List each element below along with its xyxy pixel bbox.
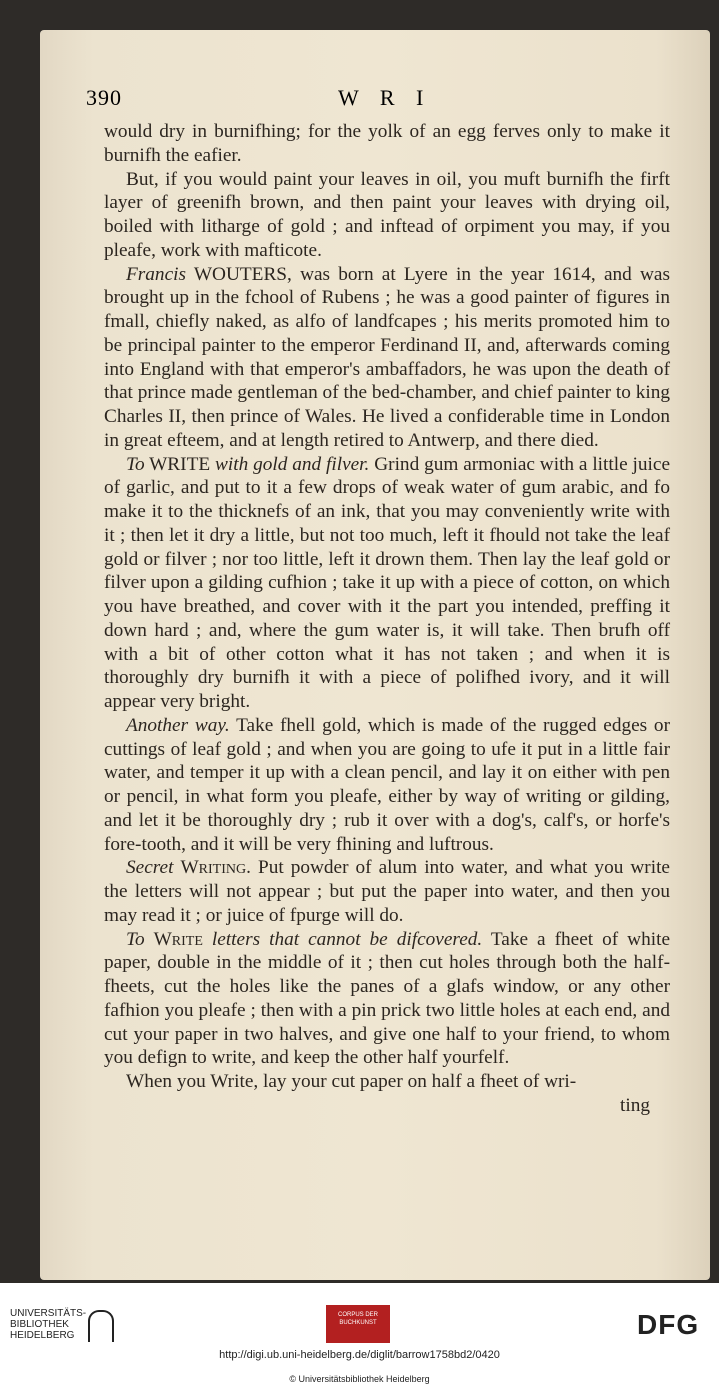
page-number: 390 — [86, 85, 122, 110]
source-url[interactable]: http://digi.ub.uni-heidelberg.de/diglit/barrow1758bd2/0420 — [219, 1349, 500, 1361]
copyright-notice: © Universitätsbibliothek Heidelberg — [289, 1374, 430, 1384]
paragraph: To WRITE with gold and filver. Grind gum armoniac with a little juice of garlic, and put to it a few drops of weak water of gum arabic, and fo make it to the thicknefs of an ink, that you may conveniently write with it ; then let it dry a little, but not too much, left it fhould not take the leaf gold or filver ; nor too little, left it drown them. Then lay the leaf gold or filver upon a gilding cufhion ; take it up with a piece of cotton, on which you have breathed, and cover with it the part you intended, preffing it down hard ; and, where the gum water is, it will take. Then brufh off with a bit of other cotton what it has not taken ; and when it is thoroughly dry burnifh it with a piece of polifhed ivory, and it will appear very bright. — [104, 453, 670, 712]
paragraph: When you Write, lay your cut paper on half a fheet of wri- — [126, 1071, 577, 1092]
paragraph: To Write letters that cannot be difcovered. Take a fheet of white paper, double in the middle of it ; then cut holes through both the half-fheets, cut the holes like the panes of a glafs window, or any other fafhion you pleafe ; then with a pin prick two little holes at each end, and cut your paper in two halves, and give one half to your friend, to whom you defign to write, and keep the other half yourfelf. — [104, 928, 671, 1069]
dfg-logo: DFG — [637, 1309, 700, 1340]
paragraph: Secret Writing. Put powder of alum into water, and what you write the letters will not appear ; but put the paper into water, and then you may read it ; or juice of fpurge will do. — [104, 857, 670, 926]
corpus-badge: CORPUS DER BUCHKUNST — [326, 1305, 390, 1343]
running-head: W R I — [338, 85, 432, 110]
page-header — [86, 85, 686, 115]
catchword: ting — [620, 1094, 650, 1116]
page-body — [104, 120, 670, 1118]
paragraph: Francis WOUTERS, was born at Lyere in the year 1614, and was brought up in the fchool of Rubens ; he was a good painter of figures in fmall, chiefly naked, as alfo of landfcapes ; his merits promoted him to be principal painter to the emperor Ferdinand II, and, afterwards coming into England with that emperor's ambaffadors, he was upon the death of that prince made gentleman of the bed-chamber, and chief painter to king Charles II, then prince of Wales. He lived a confiderable time in London in great efteem, and at length retired to Antwerp, and there died. — [104, 263, 670, 451]
paragraph: Another way. Take fhell gold, which is made of the rugged edges or cuttings of leaf gold ; and when you are going to ufe it put in a little fair water, and temper it up with a clean pencil, and lay it on either with pen or pencil, in what form you pleafe, either by way of writing or gilding, and let it be thoroughly dry ; rub it over with a dog's, calf's, or horfe's fore-tooth, and it will be very fhining and luftrous. — [104, 714, 670, 855]
footer-bar — [0, 1283, 719, 1390]
arch-icon — [88, 1310, 114, 1342]
paragraph: But, if you would paint your leaves in oil, you muft burnifh the firft layer of greenifh brown, and then paint your leaves with drying oil, boiled with litharge of gold ; and inftead of orpiment you may, if you pleafe, work with mafticote. — [104, 168, 670, 261]
university-library-logo: UNIVERSITÄTS- BIBLIOTHEK HEIDELBERG — [10, 1308, 130, 1341]
paragraph: would dry in burnifhing; for the yolk of an egg ferves only to make it burnifh the eafier. — [104, 121, 670, 166]
